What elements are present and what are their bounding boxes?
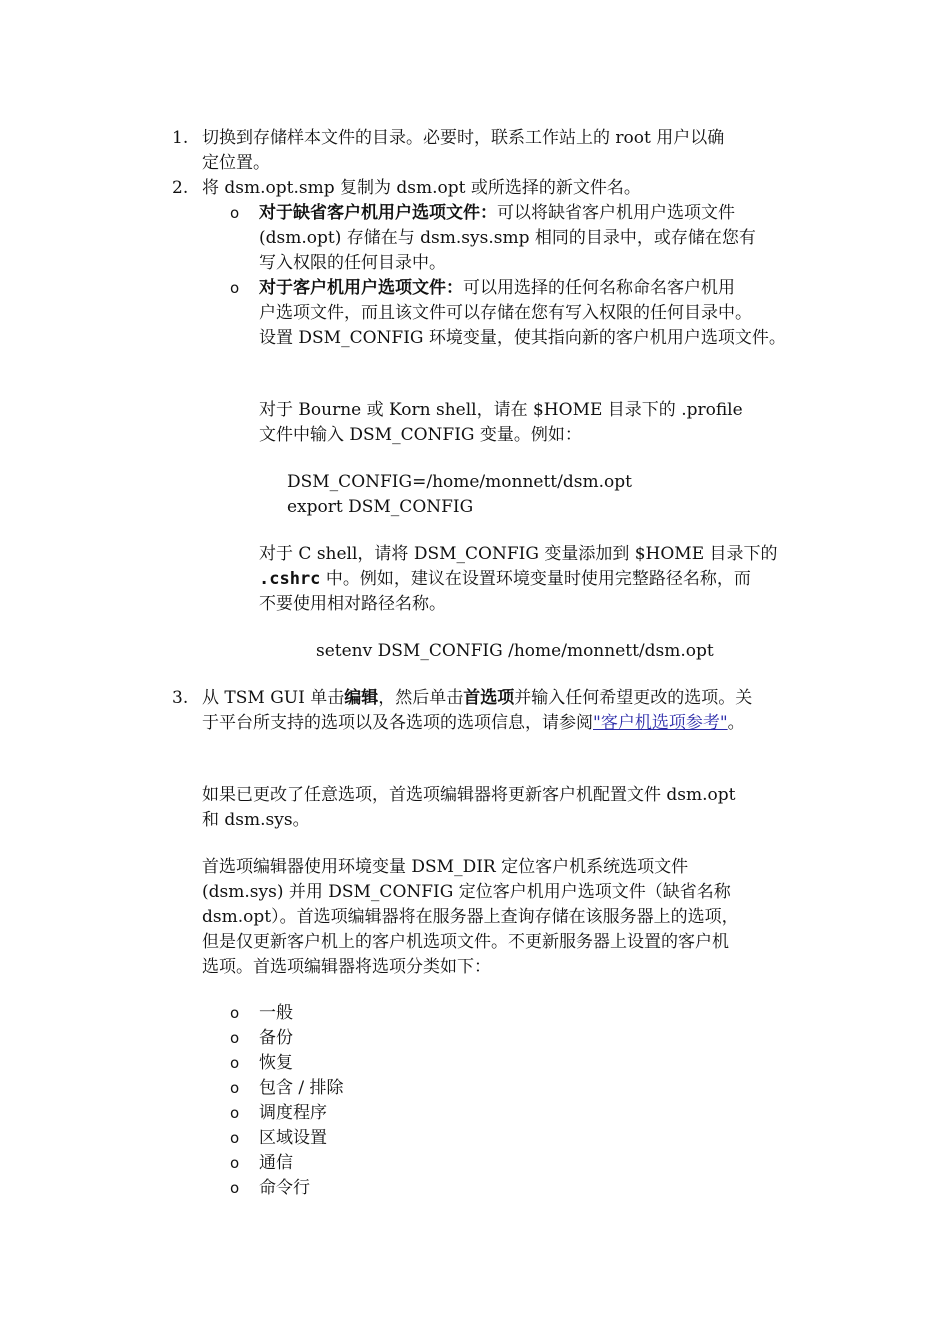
para2-line3: dsm.opt）。首选项编辑器将在服务器上查询存储在该服务器上的选项，: [202, 907, 739, 927]
code-line: DSM_CONFIG=/home/monnett/dsm.opt: [287, 472, 632, 492]
bullet-marker: o: [230, 204, 240, 222]
bullet-marker: o: [230, 1179, 240, 1197]
bourne-line1: 对于 Bourne 或 Korn shell，请在 $HOME 目录下的 .profile: [259, 400, 743, 420]
para2-line1: 首选项编辑器使用环境变量 DSM_DIR 定位客户机系统选项文件: [202, 857, 689, 877]
cshell-line1: 对于 C shell，请将 DSM_CONFIG 变量添加到 $HOME 目录下的: [259, 544, 778, 564]
edit-menu-name: 编辑: [344, 688, 379, 708]
bullet2-line2: 户选项文件，而且该文件可以存储在您有写入权限的任何目录中。: [259, 303, 752, 323]
para2-line2: (dsm.sys) 并用 DSM_CONFIG 定位客户机用户选项文件（缺省名称: [202, 882, 731, 902]
para1-line2: 和 dsm.sys。: [202, 810, 310, 830]
bullet1-line1: [259, 201, 735, 226]
bullet-marker: o: [230, 1004, 240, 1022]
bullet-marker: o: [230, 1029, 240, 1047]
para2-line5: 选项。首选项编辑器将选项分类如下：: [202, 957, 491, 977]
step3-text: 从 TSM GUI 单击: [202, 688, 345, 708]
step3-text: 于平台所支持的选项以及各选项的选项信息，请参阅: [202, 713, 593, 733]
bullet-marker: o: [230, 1154, 240, 1172]
bullet-marker: o: [230, 279, 240, 297]
category-item: 命令行: [259, 1178, 310, 1198]
bullet1-line2: (dsm.opt) 存储在与 dsm.sys.smp 相同的目录中，或存储在您有: [259, 228, 756, 248]
cshrc-filename: .cshrc: [259, 569, 321, 589]
step3-text: 并输入任何希望更改的选项。关: [514, 688, 753, 708]
category-item: 通信: [259, 1153, 293, 1173]
bullet2-bold: 对于客户机用户选项文件：: [259, 278, 463, 298]
category-item: 包含 / 排除: [259, 1078, 344, 1098]
step3-text: 。: [727, 713, 745, 733]
step-number-3: 3.: [172, 688, 189, 708]
category-item: 一般: [259, 1003, 293, 1023]
code-line: export DSM_CONFIG: [287, 497, 474, 517]
para2-line4: 但是仅更新客户机上的客户机选项文件。不更新服务器上设置的客户机: [202, 932, 729, 952]
step-number-2: 2.: [172, 178, 189, 198]
step3-line1: [202, 686, 752, 711]
category-item: 备份: [259, 1028, 293, 1048]
cshell-line2: [259, 567, 751, 592]
bullet2-line3: 设置 DSM_CONFIG 环境变量，使其指向新的客户机用户选项文件。: [259, 328, 786, 348]
category-item: 恢复: [259, 1053, 293, 1073]
bourne-line2: 文件中输入 DSM_CONFIG 变量。例如：: [259, 425, 582, 445]
category-item: 调度程序: [259, 1103, 327, 1123]
bullet2-line1: [259, 276, 735, 301]
step3-text: ，然后单击: [378, 688, 464, 708]
step2-line1: 将 dsm.opt.smp 复制为 dsm.opt 或所选择的新文件名。: [202, 178, 641, 198]
code-line: setenv DSM_CONFIG /home/monnett/dsm.opt: [316, 641, 714, 661]
bullet2-rest: 可以用选择的任何名称命名客户机用: [463, 278, 735, 298]
category-item: 区域设置: [259, 1128, 327, 1148]
step-number-1: 1.: [172, 128, 189, 148]
client-options-reference-link[interactable]: "客户机选项参考": [593, 713, 728, 733]
step1-line1: 切换到存储样本文件的目录。必要时，联系工作站上的 root 用户以确: [202, 128, 725, 148]
step1-line2: 定位置。: [202, 153, 270, 173]
step3-line2: [202, 711, 745, 736]
bullet1-rest: 可以将缺省客户机用户选项文件: [497, 203, 735, 223]
para1-line1: 如果已更改了任意选项，首选项编辑器将更新客户机配置文件 dsm.opt: [202, 785, 736, 805]
bullet1-line3: 写入权限的任何目录中。: [259, 253, 446, 273]
preferences-menu-name: 首选项: [463, 688, 515, 708]
bullet-marker: o: [230, 1104, 240, 1122]
bullet1-bold: 对于缺省客户机用户选项文件：: [259, 203, 497, 223]
bullet-marker: o: [230, 1079, 240, 1097]
bullet-marker: o: [230, 1054, 240, 1072]
bullet-marker: o: [230, 1129, 240, 1147]
cshell-line2-rest: 中。例如，建议在设置环境变量时使用完整路径名称，而: [320, 569, 751, 589]
cshell-line3: 不要使用相对路径名称。: [259, 594, 446, 614]
